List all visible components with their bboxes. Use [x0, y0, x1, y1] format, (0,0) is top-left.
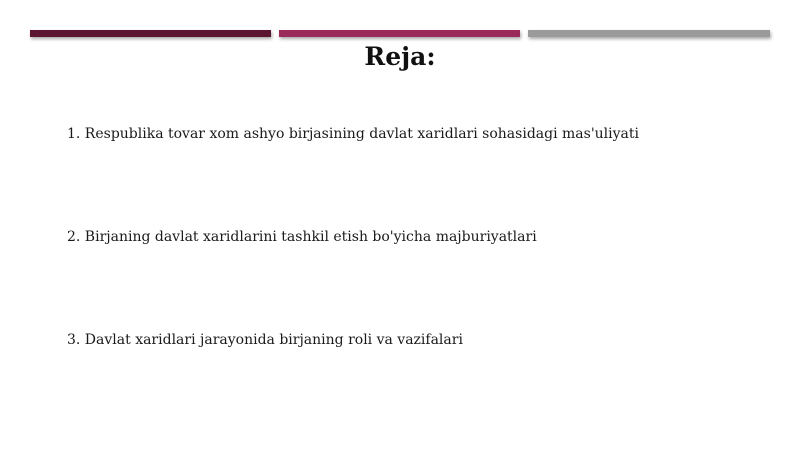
plan-item-2: 2. Birjaning davlat xaridlarini tashkil etish bo'yicha majburiyatlari [67, 229, 537, 245]
header-bar-gray [528, 30, 770, 37]
slide-title: Reja: [364, 42, 436, 71]
plan-item-3: 3. Davlat xaridlari jarayonida birjaning roli va vazifalari [67, 332, 463, 348]
plan-item-1: 1. Respublika tovar xom ashyo birjasining davlat xaridlari sohasidagi mas'uliyati [67, 126, 639, 142]
header-bar-magenta [279, 30, 520, 37]
header-bar-dark-red [30, 30, 271, 37]
